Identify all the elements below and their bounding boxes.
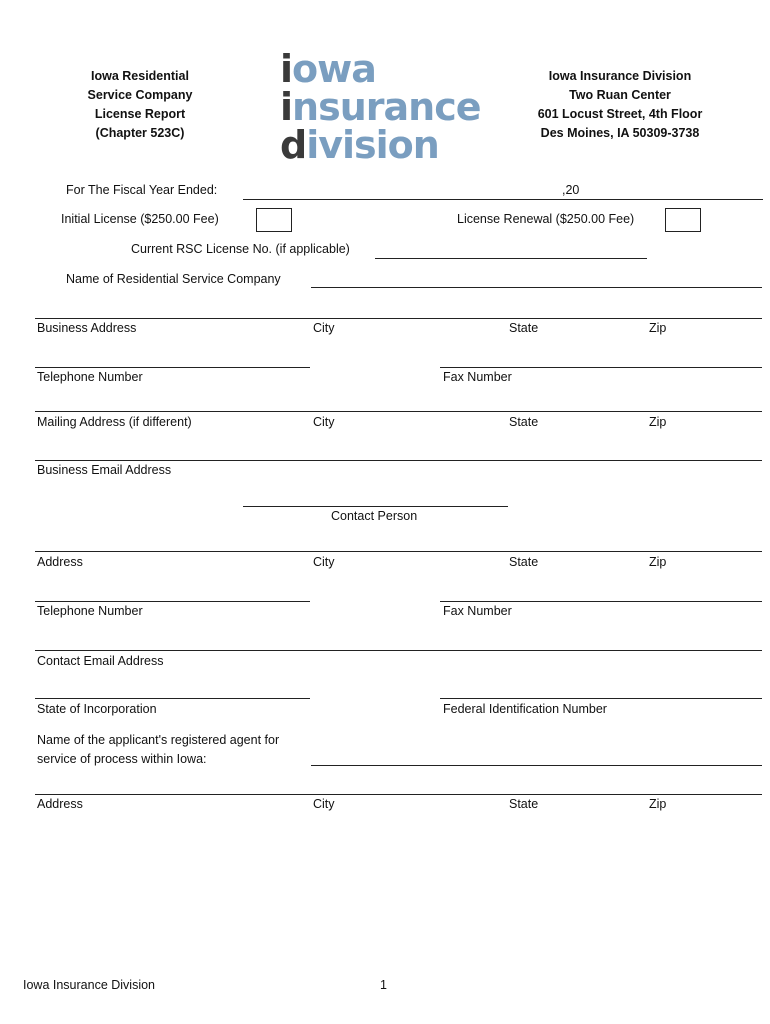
contact-telephone-field[interactable] xyxy=(35,601,310,602)
federal-id-field[interactable] xyxy=(440,698,762,699)
business-fax-label: Fax Number xyxy=(443,370,512,384)
contact-fax-label: Fax Number xyxy=(443,604,512,618)
registered-agent-label-line-2: service of process within Iowa: xyxy=(37,752,207,766)
registered-agent-label xyxy=(37,731,279,769)
business-fax-field[interactable] xyxy=(440,367,762,368)
state-of-incorporation-field[interactable] xyxy=(35,698,310,699)
license-renewal-label: License Renewal ($250.00 Fee) xyxy=(457,212,635,226)
business-telephone-field[interactable] xyxy=(35,367,310,368)
initial-license-label: Initial License ($250.00 Fee) xyxy=(61,212,219,226)
registered-agent-label-line-1: Name of the applicant's registered agent for xyxy=(37,733,280,747)
report-title-line-3: License Report xyxy=(94,107,186,121)
fiscal-year-label: For The Fiscal Year Ended: xyxy=(66,183,218,197)
contact-state-label: State xyxy=(509,555,539,569)
contact-zip-label: Zip xyxy=(649,555,667,569)
company-name-field[interactable] xyxy=(311,287,762,288)
mailing-state-label: State xyxy=(509,415,539,429)
mailing-city-label: City xyxy=(313,415,335,429)
business-city-label: City xyxy=(313,321,335,335)
logo-line3-first: d xyxy=(280,123,307,167)
contact-email-field[interactable] xyxy=(35,650,762,651)
contact-telephone-label: Telephone Number xyxy=(37,604,143,618)
division-address-block xyxy=(520,67,720,143)
agent-state-label: State xyxy=(509,797,539,811)
federal-id-label: Federal Identification Number xyxy=(443,702,607,716)
business-zip-label: Zip xyxy=(649,321,667,335)
current-rsc-label: Current RSC License No. (if applicable) xyxy=(131,242,350,256)
report-title xyxy=(70,67,210,143)
footer-division-name: Iowa Insurance Division xyxy=(23,978,156,992)
license-renewal-checkbox[interactable] xyxy=(665,208,701,232)
division-building: Two Ruan Center xyxy=(569,88,671,102)
report-title-line-2: Service Company xyxy=(87,88,193,102)
contact-fax-field[interactable] xyxy=(440,601,762,602)
business-email-field[interactable] xyxy=(35,460,762,461)
logo-line2-first: i xyxy=(280,85,293,129)
agent-address-label: Address xyxy=(37,797,83,811)
mailing-address-field[interactable] xyxy=(35,411,762,412)
division-city: Des Moines, IA 50309-3738 xyxy=(540,126,700,140)
mailing-address-label: Mailing Address (if different) xyxy=(37,415,192,429)
contact-person-field[interactable] xyxy=(243,506,508,507)
logo-line1-rest: owa xyxy=(292,47,376,91)
agent-address-field[interactable] xyxy=(35,794,762,795)
mailing-zip-label: Zip xyxy=(649,415,667,429)
current-rsc-field[interactable] xyxy=(375,258,647,259)
business-email-label: Business Email Address xyxy=(37,463,172,477)
division-street: 601 Locust Street, 4th Floor xyxy=(537,107,703,121)
agent-zip-label: Zip xyxy=(649,797,667,811)
business-address-label: Business Address xyxy=(37,321,137,335)
contact-address-label: Address xyxy=(37,555,83,569)
registered-agent-field[interactable] xyxy=(311,765,762,766)
state-of-incorporation-label: State of Incorporation xyxy=(37,702,157,716)
company-name-label: Name of Residential Service Company xyxy=(66,272,281,286)
contact-email-label: Contact Email Address xyxy=(37,654,164,668)
contact-address-field[interactable] xyxy=(35,551,762,552)
logo-line3-rest: ivision xyxy=(306,123,439,167)
contact-city-label: City xyxy=(313,555,335,569)
report-title-line-4: (Chapter 523C) xyxy=(95,126,185,140)
fiscal-year-suffix: ,20 xyxy=(562,183,580,197)
contact-person-label: Contact Person xyxy=(331,509,418,523)
business-address-field[interactable] xyxy=(35,318,762,319)
logo-line2-rest: nsurance xyxy=(292,85,481,129)
division-name: Iowa Insurance Division xyxy=(548,69,692,83)
iowa-insurance-division-logo xyxy=(280,47,481,167)
report-title-line-1: Iowa Residential xyxy=(91,69,189,83)
footer-page-number: 1 xyxy=(380,978,387,992)
agent-city-label: City xyxy=(313,797,335,811)
logo-line1-first: i xyxy=(280,47,293,91)
business-telephone-label: Telephone Number xyxy=(37,370,143,384)
business-state-label: State xyxy=(509,321,539,335)
fiscal-year-field[interactable] xyxy=(243,199,763,200)
initial-license-checkbox[interactable] xyxy=(256,208,292,232)
